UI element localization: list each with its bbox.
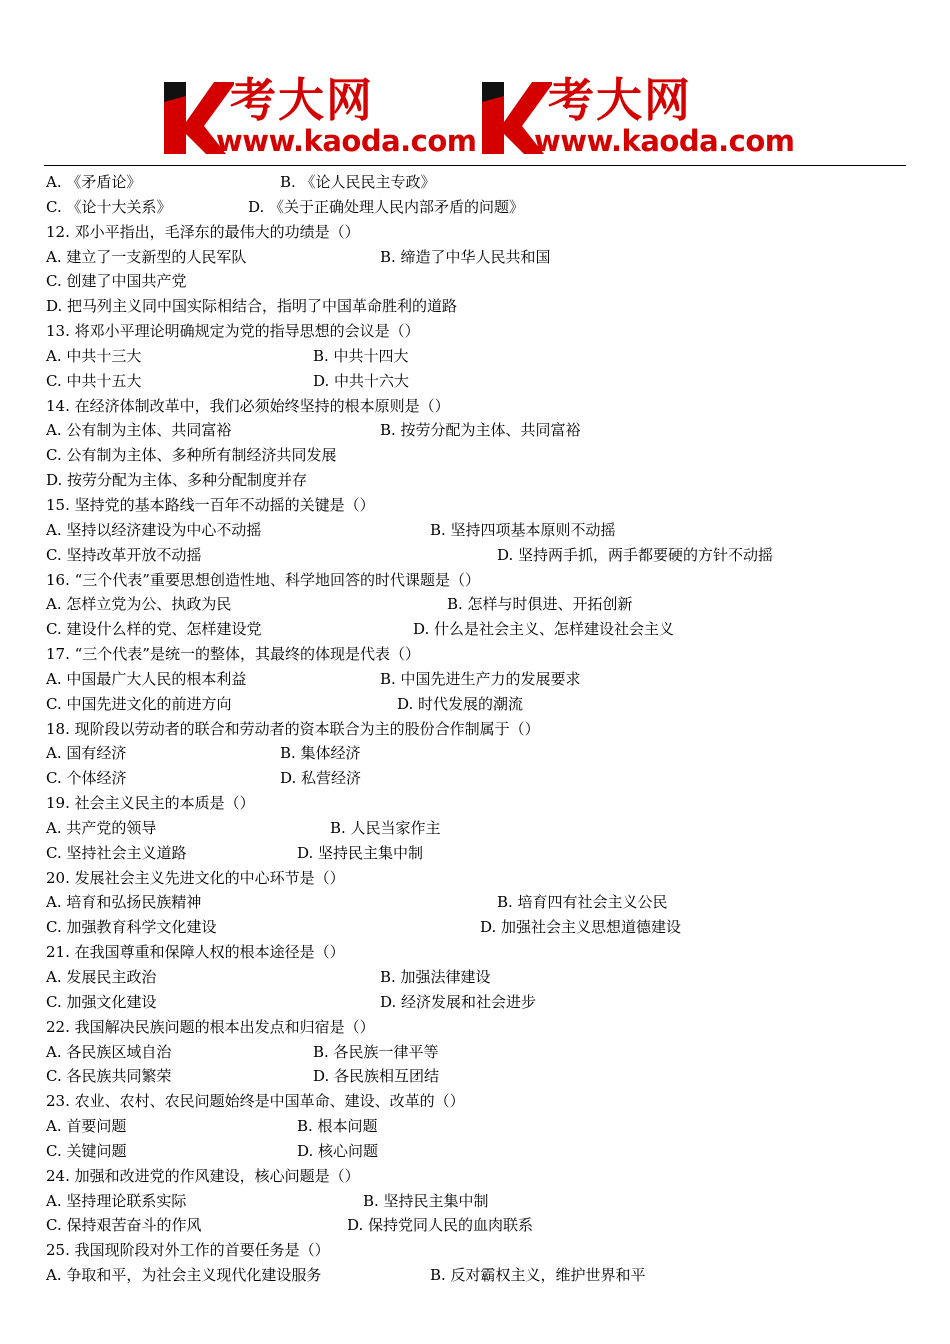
- option-c: C. 创建了中国共产党: [46, 272, 187, 291]
- question-stem: [46, 1164, 916, 1189]
- question-stem: [46, 1238, 916, 1263]
- option-d: D. 核心问题: [297, 1141, 379, 1160]
- option-row: [46, 543, 916, 568]
- header-divider: [44, 165, 906, 166]
- question-text: 22. 我国解决民族问题的根本出发点和归宿是（）: [46, 1017, 375, 1036]
- option-d: D. 保持党同人民的血肉联系: [347, 1216, 534, 1235]
- option-row: [46, 1189, 916, 1214]
- option-row: [46, 915, 916, 940]
- option-row: [46, 1213, 916, 1238]
- option-a: A. 中共十三大: [46, 346, 142, 365]
- question-stem: [46, 394, 916, 419]
- option-d: D. 时代发展的潮流: [397, 694, 524, 713]
- option-a: A. 首要问题: [46, 1117, 127, 1136]
- option-c: C. 个体经济: [46, 769, 127, 788]
- option-a: A. 各民族区域自治: [46, 1042, 172, 1061]
- option-row: [46, 592, 916, 617]
- option-row: [46, 766, 916, 791]
- question-stem: [46, 866, 916, 891]
- option-b: B. 加强法律建设: [380, 968, 491, 986]
- option-b: B. 根本问题: [297, 1117, 378, 1136]
- option-a: A. 国有经济: [46, 744, 127, 763]
- option-d: D. 中共十六大: [313, 371, 410, 390]
- option-c: C. 《论十大关系》: [46, 197, 172, 216]
- option-d: D. 坚持两手抓，两手都要硬的方针不动摇: [497, 545, 774, 564]
- option-d: D. 《关于正确处理人民内部矛盾的问题》: [248, 197, 525, 216]
- option-a: A. 争取和平，为社会主义现代化建设服务: [46, 1266, 322, 1285]
- question-text: 20. 发展社会主义先进文化的中心环节是（）: [46, 868, 345, 887]
- option-row: [46, 692, 916, 717]
- option-row: [46, 1114, 916, 1139]
- question-stem: [46, 319, 916, 344]
- option-row: [46, 890, 916, 915]
- option-a: A. 坚持以经济建设为中心不动摇: [46, 520, 262, 539]
- option-c: C. 关键问题: [46, 1141, 127, 1160]
- option-b: B. 中国先进生产力的发展要求: [380, 669, 581, 688]
- option-a: A. 怎样立党为公、执政为民: [46, 595, 232, 614]
- question-text: 14. 在经济体制改革中，我们必须始终坚持的根本原则是（）: [46, 396, 450, 415]
- option-a: A. 培育和弘扬民族精神: [46, 893, 202, 912]
- option-b: B. 坚持四项基本原则不动摇: [430, 520, 616, 539]
- option-row: [46, 468, 916, 493]
- option-row: [46, 369, 916, 394]
- option-d: D. 加强社会主义思想道德建设: [480, 918, 682, 937]
- option-c: C. 各民族共同繁荣: [46, 1067, 172, 1086]
- option-row: [46, 344, 916, 369]
- option-d: D. 经济发展和社会进步: [380, 992, 537, 1011]
- question-list: [46, 170, 916, 1288]
- option-b: B. 按劳分配为主体、共同富裕: [380, 421, 581, 440]
- question-stem: [46, 493, 916, 518]
- option-row: [46, 170, 916, 195]
- option-c: C. 加强教育科学文化建设: [46, 918, 217, 937]
- option-a: A. 《矛盾论》: [46, 173, 142, 191]
- question-stem: [46, 1089, 916, 1114]
- option-a: A. 中国最广大人民的根本利益: [46, 669, 247, 688]
- question-text: 23. 农业、农村、农民问题始终是中国革命、建设、改革的（）: [46, 1092, 465, 1111]
- option-d: D. 私营经济: [280, 769, 362, 788]
- option-c: C. 中国先进文化的前进方向: [46, 694, 232, 713]
- option-a: A. 共产党的领导: [46, 818, 157, 837]
- question-text: 15. 坚持党的基本路线一百年不动摇的关键是（）: [46, 495, 375, 514]
- option-row: [46, 816, 916, 841]
- question-stem: [46, 642, 916, 667]
- option-row: [46, 1139, 916, 1164]
- option-d: D. 把马列主义同中国实际相结合，指明了中国革命胜利的道路: [46, 297, 458, 316]
- option-c: C. 建设什么样的党、怎样建设党: [46, 620, 262, 639]
- option-row: [46, 443, 916, 468]
- option-a: A. 公有制为主体、共同富裕: [46, 421, 232, 440]
- logo-url-text: www.kaoda.com: [216, 124, 477, 158]
- question-stem: [46, 1015, 916, 1040]
- option-b: B. 人民当家作主: [330, 818, 441, 837]
- option-b: B. 缔造了中华人民共和国: [380, 247, 551, 266]
- logo-chinese-text: 考大网: [548, 73, 692, 127]
- option-b: B. 培育四有社会主义公民: [497, 893, 668, 912]
- option-b: B. 《论人民民主专政》: [280, 173, 436, 191]
- option-b: B. 反对霸权主义，维护世界和平: [430, 1266, 646, 1285]
- option-row: [46, 1263, 916, 1288]
- page-header: [0, 0, 950, 164]
- logo-chinese-text: 考大网: [230, 73, 374, 127]
- option-d: D. 什么是社会主义、怎样建设社会主义: [413, 620, 675, 639]
- option-d: D. 坚持民主集中制: [297, 843, 424, 862]
- question-text: 17. “三个代表”是统一的整体，其最终的体现是代表（）: [46, 645, 420, 664]
- option-row: [46, 965, 916, 990]
- option-c: C. 坚持社会主义道路: [46, 843, 187, 862]
- question-stem: [46, 568, 916, 593]
- option-d: D. 按劳分配为主体、多种分配制度并存: [46, 471, 308, 490]
- question-text: 16. “三个代表”重要思想创造性地、科学地回答的时代课题是（）: [46, 570, 480, 589]
- option-a: A. 发展民主政治: [46, 968, 157, 986]
- question-text: 19. 社会主义民主的本质是（）: [46, 794, 255, 813]
- logo-url-text: www.kaoda.com: [534, 124, 795, 158]
- option-row: [46, 1040, 916, 1065]
- question-text: 24. 加强和改进党的作风建设，核心问题是（）: [46, 1166, 360, 1185]
- option-c: C. 公有制为主体、多种所有制经济共同发展: [46, 446, 337, 465]
- question-text: 25. 我国现阶段对外工作的首要任务是（）: [46, 1241, 330, 1260]
- option-row: [46, 245, 916, 270]
- option-row: [46, 294, 916, 319]
- option-b: B. 各民族一律平等: [313, 1042, 439, 1061]
- option-d: D. 各民族相互团结: [313, 1067, 440, 1086]
- option-row: [46, 1064, 916, 1089]
- option-row: [46, 990, 916, 1015]
- option-b: B. 坚持民主集中制: [363, 1191, 489, 1210]
- option-c: C. 保持艰苦奋斗的作风: [46, 1216, 202, 1235]
- question-stem: [46, 220, 916, 245]
- option-c: C. 中共十五大: [46, 371, 142, 390]
- option-row: [46, 667, 916, 692]
- option-row: [46, 741, 916, 766]
- option-row: [46, 841, 916, 866]
- option-row: [46, 195, 916, 220]
- question-text: 12. 邓小平指出，毛泽东的最伟大的功绩是（）: [46, 222, 360, 241]
- question-stem: [46, 791, 916, 816]
- option-row: [46, 617, 916, 642]
- question-text: 13. 将邓小平理论明确规定为党的指导思想的会议是（）: [46, 322, 420, 341]
- option-c: C. 坚持改革开放不动摇: [46, 545, 202, 564]
- option-b: B. 集体经济: [280, 744, 361, 763]
- question-text: 21. 在我国尊重和保障人权的根本途径是（）: [46, 943, 345, 962]
- question-text: 18. 现阶段以劳动者的联合和劳动者的资本联合为主的股份合作制属于（）: [46, 719, 540, 738]
- option-c: C. 加强文化建设: [46, 992, 157, 1011]
- option-b: B. 怎样与时俱进、开拓创新: [447, 595, 633, 614]
- question-stem: [46, 717, 916, 742]
- option-row: [46, 418, 916, 443]
- option-a: A. 坚持理论联系实际: [46, 1191, 187, 1210]
- option-b: B. 中共十四大: [313, 346, 409, 365]
- question-stem: [46, 940, 916, 965]
- option-a: A. 建立了一支新型的人民军队: [46, 247, 247, 266]
- option-row: [46, 518, 916, 543]
- option-row: [46, 269, 916, 294]
